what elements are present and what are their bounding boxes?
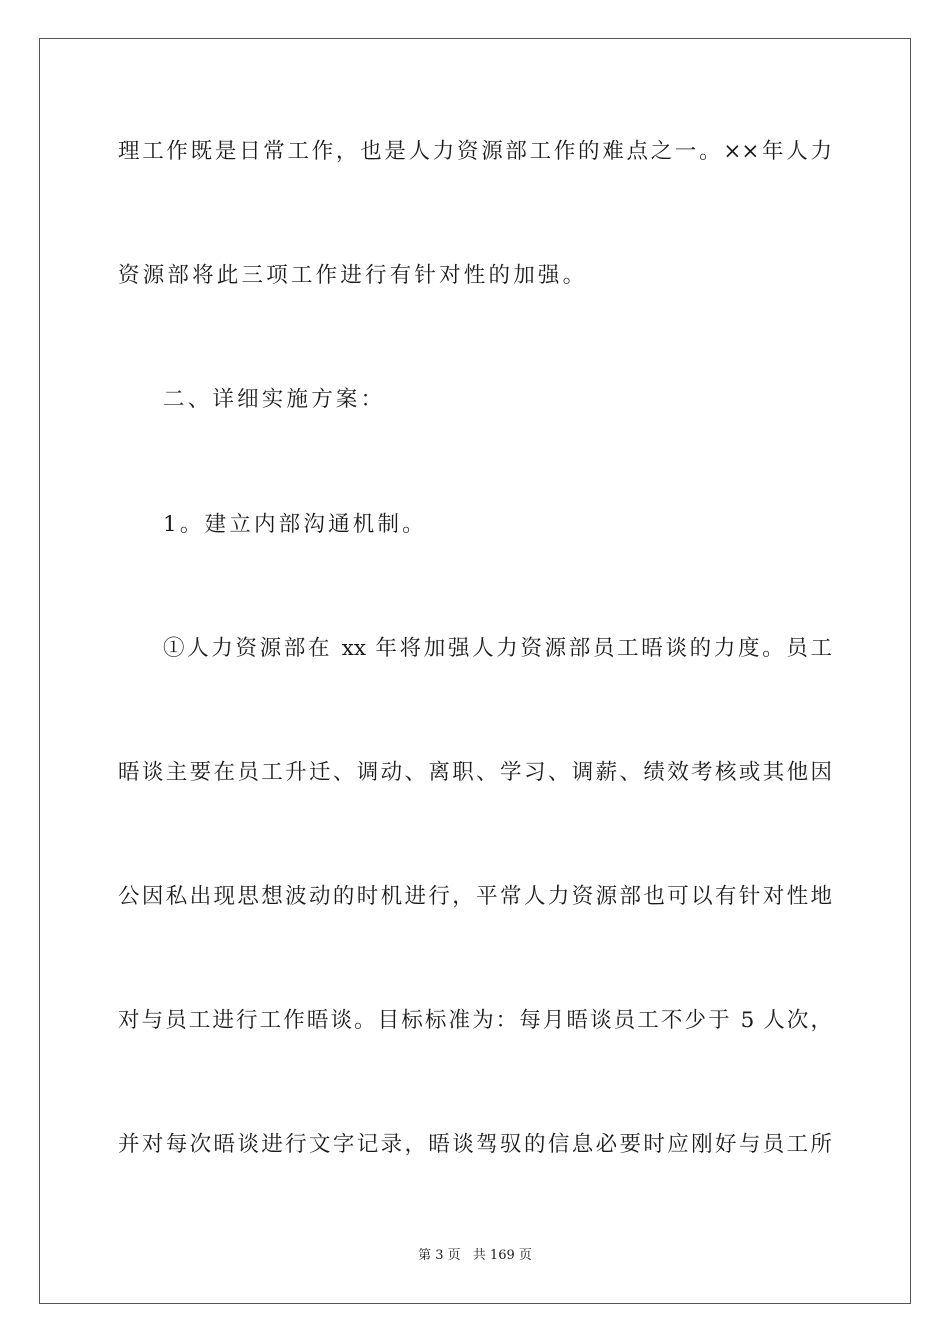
- page-footer: [0, 1247, 950, 1265]
- total-pages: 共 169 页: [472, 1248, 532, 1263]
- paragraph-line-1: 理工作既是日常工作，也是人力资源部工作的难点之一。××年人力: [118, 139, 832, 164]
- paragraph-line-6: 晤谈主要在员工升迁、调动、离职、学习、调薪、绩效考核或其他因: [118, 760, 832, 785]
- page-number: 第 3 页: [418, 1248, 461, 1263]
- page-border: [39, 38, 911, 1304]
- section-heading: 二、详细实施方案：: [163, 387, 386, 412]
- subsection-heading: 1。建立内部沟通机制。: [163, 512, 427, 537]
- paragraph-line-7: 公因私出现思想波动的时机进行，平常人力资源部也可以有针对性地: [118, 884, 832, 909]
- paragraph-line-9: 并对每次晤谈进行文字记录，晤谈驾驭的信息必要时应刚好与员工所: [118, 1132, 832, 1157]
- paragraph-line-2: 资源部将此三项工作进行有针对性的加强。: [118, 263, 588, 288]
- paragraph-line-8: 对与员工进行工作晤谈。目标标准为：每月晤谈员工不少于 5 人次，: [118, 1008, 832, 1033]
- paragraph-line-5: ①人力资源部在 xx 年将加强人力资源部员工晤谈的力度。员工: [163, 636, 832, 661]
